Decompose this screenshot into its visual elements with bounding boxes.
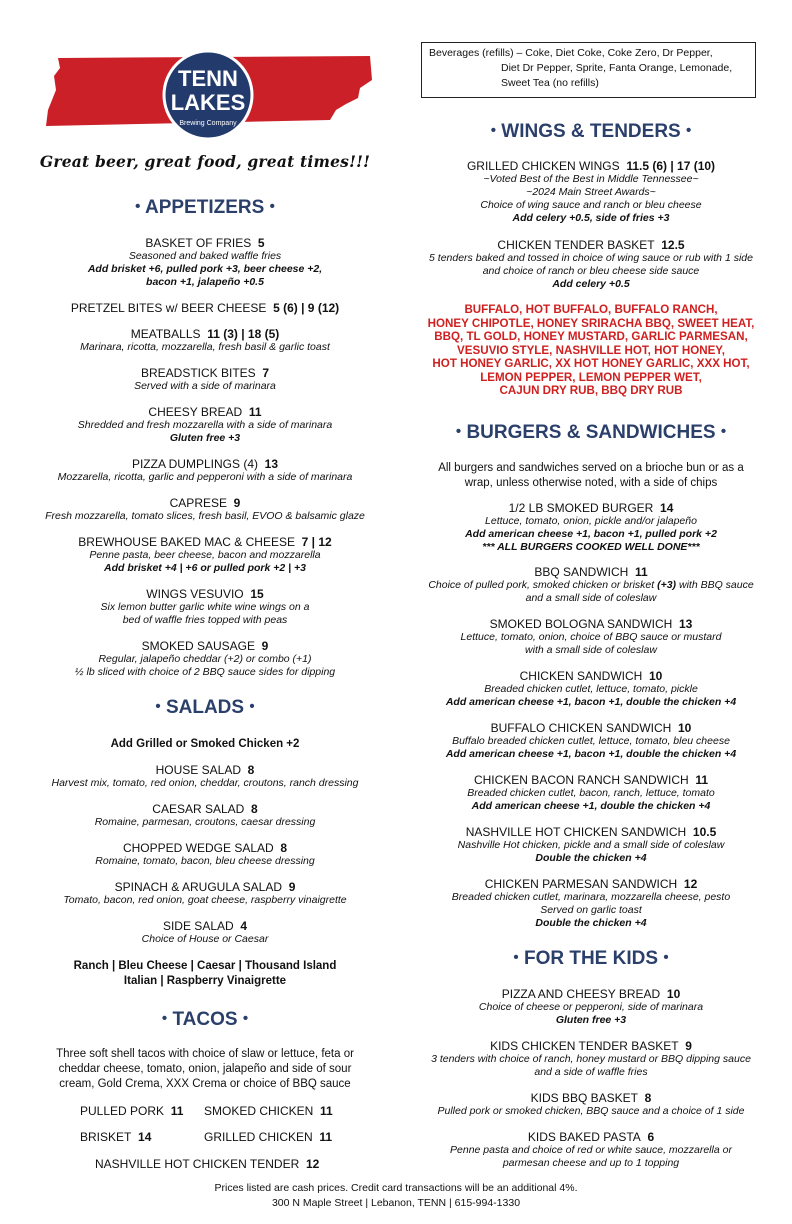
menu-item: GRILLED CHICKEN WINGS 11.5 (6) | 17 (10) ~Voted Best of the Best in Middle Tennessee~ ~2024 Main Street Awards~ Choice of wing sauce and ranch or bleu cheese Add celery +0.5, side of fries +3 [466, 159, 716, 224]
appetizers-heading: • APPETIZERS • [135, 197, 275, 218]
beverages-line-2: Diet Dr Pepper, Sprite, Fanta Orange, Lemonade, [501, 62, 733, 74]
logo-line-1: TENN [178, 66, 238, 91]
footer-pricing-note: Prices listed are cash prices. Credit card transactions will be an additional 4%. [214, 1182, 578, 1194]
tagline: Great beer, great food, great times!!! [39, 152, 371, 171]
taco-option: PULLED PORK 11 [80, 1104, 184, 1118]
taco-option: GRILLED CHICKEN 11 [204, 1130, 333, 1144]
tacos-heading: • TACOS • [161, 1009, 249, 1030]
menu-item: KIDS BBQ BASKET 8 Pulled pork or smoked chicken, BBQ sauce and a choice of 1 side [437, 1091, 745, 1117]
menu-item: CHOPPED WEDGE SALAD 8 Romaine, tomato, bacon, bleu cheese dressing [95, 841, 315, 867]
menu-item: CHEESY BREAD 11 Shredded and fresh mozzarella with a side of marinara Gluten free +3 [77, 405, 333, 444]
menu-item: KIDS CHICKEN TENDER BASKET 9 3 tenders with choice of ranch, honey mustard or BBQ dipping sauce and a side of waffle fries [431, 1039, 751, 1078]
menu-item: PIZZA AND CHEESY BREAD 10 Choice of cheese or pepperoni, side of marinara Gluten free +3 [478, 987, 704, 1026]
menu-item: BBQ SANDWICH 11 Choice of pulled pork, smoked chicken or brisket (+3) with BBQ sauce and a small side of coleslaw [428, 565, 754, 604]
beverages-box [421, 42, 756, 98]
burgers-heading: • BURGERS & SANDWICHES • [455, 422, 727, 443]
menu-item: SPINACH & ARUGULA SALAD 9 Tomato, bacon, red onion, goat cheese, raspberry vinaigrette [63, 880, 347, 906]
menu-item: HOUSE SALAD 8 Harvest mix, tomato, red onion, cheddar, croutons, ranch dressing [51, 763, 359, 789]
menu-item: CHICKEN SANDWICH 10 Breaded chicken cutlet, lettuce, tomato, pickle Add american cheese +1, bacon +1, double the chicken +4 [445, 669, 737, 708]
menu-item: CAPRESE 9 Fresh mozzarella, tomato slices, fresh basil, EVOO & balsamic glaze [45, 496, 365, 522]
menu-item: NASHVILLE HOT CHICKEN SANDWICH 10.5 Nashville Hot chicken, pickle and a small side of coleslaw Double the chicken +4 [457, 825, 725, 864]
wings-heading: • WINGS & TENDERS • [490, 121, 692, 142]
taco-option: SMOKED CHICKEN 11 [204, 1104, 333, 1118]
tacos-description: Three soft shell tacos with choice of slaw or lettuce, feta or cheddar cheese, tomato, onion, jalapeño and side of sour cream, Gold Crema, XXX Crema or choice of BBQ sauce [56, 1048, 354, 1090]
menu-item: MEATBALLS 11 (3) | 18 (5) Marinara, ricotta, mozzarella, fresh basil & garlic toast [80, 327, 330, 353]
menu-item: CHICKEN BACON RANCH SANDWICH 11 Breaded chicken cutlet, bacon, ranch, lettuce, tomato Add american cheese +1, double the chicken +4 [467, 773, 715, 812]
logo-line-3: Brewing Company [179, 120, 237, 127]
taco-option: NASHVILLE HOT CHICKEN TENDER 12 [95, 1157, 320, 1171]
menu-item: BUFFALO CHICKEN SANDWICH 10 Buffalo breaded chicken cutlet, lettuce, tomato, bleu cheese Add american cheese +1, bacon +1, double the chicken +4 [445, 721, 737, 760]
dressing-options: Ranch | Bleu Cheese | Caesar | Thousand Island Italian | Raspberry Vinaigrette [73, 960, 337, 987]
menu-item: BREWHOUSE BAKED MAC & CHEESE 7 | 12 Penne pasta, beer cheese, bacon and mozzarella Add brisket +4 | +6 or pulled pork +2 | +3 [78, 535, 332, 574]
menu-item: CHICKEN TENDER BASKET 12.5 5 tenders baked and tossed in choice of wing sauce or rub with 1 side and choice of ranch or bleu cheese side sauce Add celery +0.5 [429, 238, 753, 290]
menu-item: BREADSTICK BITES 7 Served with a side of marinara [134, 366, 276, 392]
footer [0, 1181, 792, 1211]
kids-heading: • FOR THE KIDS • [513, 948, 669, 969]
menu-item: BASKET OF FRIES 5 Seasoned and baked waffle fries Add brisket +6, pulled pork +3, beer cheese +2, bacon +1, jalapeño +0.5 [87, 236, 323, 288]
menu-item: SMOKED BOLOGNA SANDWICH 13 Lettuce, tomato, onion, choice of BBQ sauce or mustard with a small side of coleslaw [460, 617, 722, 656]
menu-item: KIDS BAKED PASTA 6 Penne pasta and choice of red or white sauce, mozzarella or parmesan cheese and up to 1 topping [450, 1130, 732, 1169]
menu-item: CAESAR SALAD 8 Romaine, parmesan, croutons, caesar dressing [94, 802, 316, 828]
footer-address: 300 N Maple Street | Lebanon, TENN | 615-994-1330 [271, 1197, 521, 1209]
wing-sauces: BUFFALO, HOT BUFFALO, BUFFALO RANCH, HONEY CHIPOTLE, HONEY SRIRACHA BBQ, SWEET HEAT, BBQ, TL GOLD, HONEY MUSTARD, GARLIC PARMESAN, VESUVIO STYLE, NASHVILLE HOT, HOT HONEY, HOT HONEY GARLIC, XX HOT HONEY GARLIC, XXX HOT, LEMON PEPPER, LEMON PEPPER WET, CAJUN DRY RUB, BBQ DRY RUB [427, 303, 755, 397]
salad-addon: Add Grilled or Smoked Chicken +2 [110, 738, 300, 750]
taco-option: BRISKET 14 [80, 1130, 152, 1144]
salads-heading: • SALADS • [155, 697, 255, 718]
logo-line-2: LAKES [170, 90, 246, 115]
menu-item: 1/2 LB SMOKED BURGER 14 Lettuce, tomato, onion, pickle and/or jalapeño Add american cheese +1, bacon +1, pulled pork +2 *** ALL BURGERS COOKED WELL DONE*** [465, 501, 717, 553]
menu-item: CHICKEN PARMESAN SANDWICH 12 Breaded chicken cutlet, marinara, mozzarella cheese, pesto Served on garlic toast Double the chicken +4 [451, 877, 731, 929]
brewery-logo [40, 40, 375, 140]
menu-item: PIZZA DUMPLINGS (4) 13 Mozzarella, ricotta, garlic and pepperoni with a side of marinara [57, 457, 353, 483]
beverages-line-3: Sweet Tea (no refills) [501, 77, 599, 89]
burgers-intro: All burgers and sandwiches served on a brioche bun or as a wrap, unless otherwise noted, with a side of chips [438, 462, 744, 489]
menu-item: SIDE SALAD 4 Choice of House or Caesar [141, 919, 269, 945]
menu-item: SMOKED SAUSAGE 9 Regular, jalapeño cheddar (+2) or combo (+1) ½ lb sliced with choice of 2 BBQ sauce sides for dipping [74, 639, 336, 678]
menu-item: PRETZEL BITES w/ BEER CHEESE 5 (6) | 9 (12) [70, 301, 340, 315]
menu-item: WINGS VESUVIO 15 Six lemon butter garlic white wine wings on a bed of waffle fries topped with peas [100, 587, 310, 626]
beverages-line-1: Beverages (refills) – Coke, Diet Coke, Coke Zero, Dr Pepper, [429, 47, 713, 59]
